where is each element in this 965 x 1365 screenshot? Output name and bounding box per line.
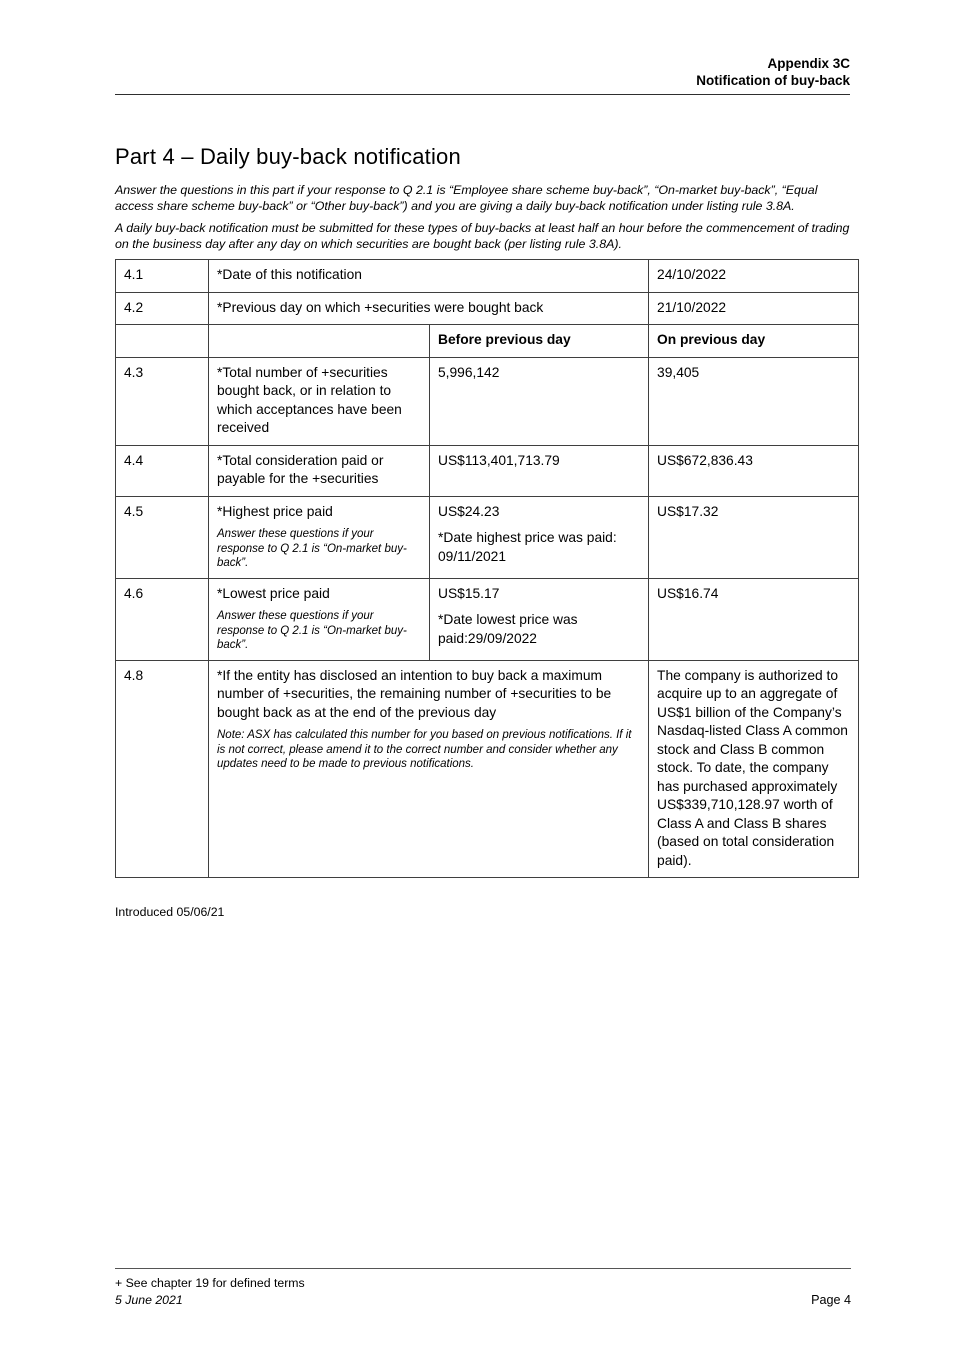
table-row-4-1 xyxy=(116,260,859,293)
cell-value-on: 39,405 xyxy=(649,357,859,445)
row-label xyxy=(209,496,430,578)
cell-value-on: The company is authorized to acquire up to an aggregate of US$1 billion of the Company’s Nasdaq-listed Class A common stock and Class B common stock. To date, the company has purchased approximately US$339,710,128.97 worth of Class A and Class B shares (based on total consideration paid). xyxy=(649,660,859,878)
row-number: 4.2 xyxy=(116,292,209,325)
row-label: *Previous day on which +securities were bought back xyxy=(209,292,649,325)
row-number: 4.3 xyxy=(116,357,209,445)
cell-value-on: US$16.74 xyxy=(649,578,859,660)
row-label: *Total consideration paid or payable for the +securities xyxy=(209,445,430,496)
page-title: Part 4 – Daily buy-back notification xyxy=(115,144,461,169)
buyback-table xyxy=(115,259,859,878)
row-label xyxy=(209,660,649,878)
row-label-text: *Highest price paid xyxy=(217,503,333,519)
document-header xyxy=(115,56,850,89)
header-rule xyxy=(115,94,850,95)
table-row-column-headers xyxy=(116,325,859,358)
table-row-4-6 xyxy=(116,578,859,660)
row-number: 4.1 xyxy=(116,260,209,293)
introduced-note: Introduced 05/06/21 xyxy=(115,905,225,919)
table-row-4-4 xyxy=(116,445,859,496)
footer-date: 5 June 2021 xyxy=(115,1292,183,1307)
price-date: *Date lowest price was paid:29/09/2022 xyxy=(438,612,578,646)
column-header-on: On previous day xyxy=(649,325,859,358)
cell-value-on: US$17.32 xyxy=(649,496,859,578)
row-label xyxy=(209,578,430,660)
price-value: US$24.23 xyxy=(438,503,500,519)
cell-value: 21/10/2022 xyxy=(649,292,859,325)
row-number: 4.6 xyxy=(116,578,209,660)
table-row-4-2 xyxy=(116,292,859,325)
appendix-label: Appendix 3C xyxy=(767,56,850,71)
document-subtitle: Notification of buy-back xyxy=(696,72,850,88)
table-row-4-3 xyxy=(116,357,859,445)
cell-value-before xyxy=(430,496,649,578)
cell-value-on: US$672,836.43 xyxy=(649,445,859,496)
cell-value-before: 5,996,142 xyxy=(430,357,649,445)
row-number: 4.5 xyxy=(116,496,209,578)
row-number: 4.8 xyxy=(116,660,209,878)
intro-paragraph-2: A daily buy-back notification must be submitted for these types of buy-backs at least half an hour before the commencement of trading on the business day after any day on which securities are bought back (per listing rule 3.8A). xyxy=(115,221,850,251)
table-row-4-5 xyxy=(116,496,859,578)
cell-value-before: US$113,401,713.79 xyxy=(430,445,649,496)
empty-cell xyxy=(209,325,430,358)
row-note: Answer these questions if your response to Q 2.1 is “On-market buy-back”. xyxy=(217,528,407,569)
footer-page-number: Page 4 xyxy=(811,1292,851,1307)
cell-value: 24/10/2022 xyxy=(649,260,859,293)
intro-section xyxy=(115,183,850,252)
page-footer xyxy=(115,1268,851,1308)
footer-row xyxy=(115,1292,851,1309)
table-row-4-8 xyxy=(116,660,859,878)
row-label: *Total number of +securities bought back, or in relation to which acceptances have been received xyxy=(209,357,430,445)
row-note: Note: ASX has calculated this number for you based on previous notifications. If it is not correct, please amend it to the correct number and consider whether any updates need to be made to previous notifications. xyxy=(217,729,632,770)
footer-defined-terms: + See chapter 19 for defined terms xyxy=(115,1276,305,1290)
column-header-before: Before previous day xyxy=(430,325,649,358)
row-note: Answer these questions if your response to Q 2.1 is “On-market buy-back”. xyxy=(217,610,407,651)
intro-paragraph-1: Answer the questions in this part if your response to Q 2.1 is “Employee share scheme buy-back”, “On-market buy-back”, “Equal access share scheme buy-back” or “Other buy-back”) and you are giving a daily buy-back notification under listing rule 3.8A. xyxy=(115,183,818,213)
price-value: US$15.17 xyxy=(438,585,500,601)
price-date: *Date highest price was paid: 09/11/2021 xyxy=(438,530,617,564)
row-number: 4.4 xyxy=(116,445,209,496)
cell-value-before xyxy=(430,578,649,660)
row-label-text: *If the entity has disclosed an intention to buy back a maximum number of +securities, the remaining number of +securities to be bought back as at the end of the previous day xyxy=(217,667,612,720)
row-label-text: *Lowest price paid xyxy=(217,585,330,601)
empty-cell xyxy=(116,325,209,358)
row-label: *Date of this notification xyxy=(209,260,649,293)
